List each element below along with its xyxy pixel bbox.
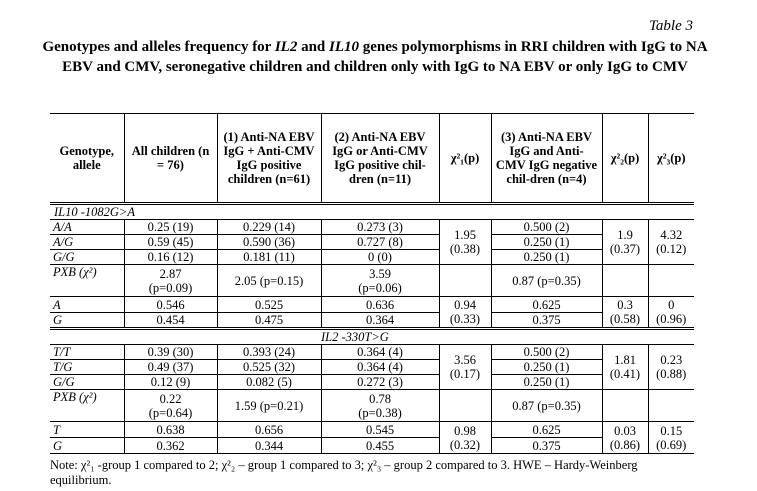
- genotype-group3: 0.250 (1): [491, 235, 602, 250]
- genotype-group2: 0.364 (4): [321, 360, 439, 375]
- genotype-group3: 0.250 (1): [491, 375, 602, 390]
- genotype-all: 0.49 (37): [124, 360, 217, 375]
- title-gene-il10: IL10: [329, 39, 360, 55]
- pxb-group3: 0.87 (p=0.35): [491, 390, 602, 422]
- section-label-il10: IL10 -1082G>A: [50, 204, 694, 220]
- genotype-name: A/G: [50, 235, 124, 250]
- genotype-group1: 0.229 (14): [217, 220, 321, 235]
- pxb-chi3-empty: [648, 390, 694, 422]
- pxb-chi1-empty: [439, 390, 491, 422]
- header-group-2: (2) Anti-NA EBV IgG or Anti-CMV IgG positive chil-dren (n=11): [321, 114, 439, 204]
- allele-name: A: [50, 297, 124, 313]
- genotype-group2: 0.364 (4): [321, 345, 439, 360]
- allele-group3: 0.375: [491, 438, 602, 454]
- genotype-name: T/G: [50, 360, 124, 375]
- table-number-label: Table 3: [648, 18, 693, 34]
- header-genotype: Genotype, allele: [50, 114, 124, 204]
- genotype-all: 0.12 (9): [124, 375, 217, 390]
- allele-group2: 0.545: [321, 422, 439, 438]
- allele-group2: 0.455: [321, 438, 439, 454]
- genotype-all: 0.39 (30): [124, 345, 217, 360]
- genotype-group2: 0 (0): [321, 250, 439, 265]
- genotype-group3: 0.500 (2): [491, 220, 602, 235]
- allele-group1: 0.656: [217, 422, 321, 438]
- genotype-group2: 0.273 (3): [321, 220, 439, 235]
- genotype-group3: 0.250 (1): [491, 360, 602, 375]
- pxb-chi1-empty: [439, 265, 491, 297]
- pxb-chi3-empty: [648, 265, 694, 297]
- pxb-group3: 0.87 (p=0.35): [491, 265, 602, 297]
- header-group-1: (1) Anti-NA EBV IgG + Anti-CMV IgG positive children (n=61): [217, 114, 321, 204]
- allele-all: 0.638: [124, 422, 217, 438]
- pxb-chi2-empty: [602, 390, 648, 422]
- allele-chi1: 0.94 (0.33): [439, 297, 491, 329]
- allele-name: T: [50, 422, 124, 438]
- pxb-group2: 0.78 (p=0.38): [321, 390, 439, 422]
- genotype-name: G/G: [50, 375, 124, 390]
- pxb-label: PXB (χ²): [50, 265, 124, 297]
- pxb-group2: 3.59 (p=0.06): [321, 265, 439, 297]
- genotype-name: T/T: [50, 345, 124, 360]
- pxb-group1: 2.05 (p=0.15): [217, 265, 321, 297]
- section-label-il2: IL2 -330T>G: [321, 329, 694, 345]
- pxb-chi2-empty: [602, 265, 648, 297]
- allele-name: G: [50, 438, 124, 454]
- genotype-chi1: 1.95 (0.38): [439, 220, 491, 265]
- genotype-chi3: 4.32 (0.12): [648, 220, 694, 265]
- genotype-group1: 0.525 (32): [217, 360, 321, 375]
- allele-group3: 0.625: [491, 422, 602, 438]
- header-chi1: χ²₁(p): [439, 114, 491, 204]
- allele-group1: 0.525: [217, 297, 321, 313]
- genotype-group2: 0.272 (3): [321, 375, 439, 390]
- genotype-all: 0.25 (19): [124, 220, 217, 235]
- pxb-label: PXB (χ²): [50, 390, 124, 422]
- genotype-all: 0.16 (12): [124, 250, 217, 265]
- allele-group1: 0.475: [217, 313, 321, 329]
- header-all-children: All children (n = 76): [124, 114, 217, 204]
- allele-all: 0.546: [124, 297, 217, 313]
- genotype-all: 0.59 (45): [124, 235, 217, 250]
- allele-all: 0.362: [124, 438, 217, 454]
- allele-chi3: 0 (0.96): [648, 297, 694, 329]
- pxb-group1: 1.59 (p=0.21): [217, 390, 321, 422]
- genotype-name: A/A: [50, 220, 124, 235]
- header-chi3: χ²₃(p): [648, 114, 694, 204]
- table-title: [30, 37, 720, 77]
- title-part-3: genes polymorphisms in RRI children with IgG to NA EBV and CMV, seronegative children and children only with IgG to NA EBV or only IgG to CMV: [62, 39, 708, 75]
- header-chi2: χ²₂(p): [602, 114, 648, 204]
- genotype-chi2: 1.81 (0.41): [602, 345, 648, 390]
- allele-all: 0.454: [124, 313, 217, 329]
- title-gene-il2: IL2: [274, 39, 298, 55]
- genotype-frequency-table: [50, 113, 694, 454]
- genotype-chi3: 0.23 (0.88): [648, 345, 694, 390]
- allele-group3: 0.625: [491, 297, 602, 313]
- title-part-1: Genotypes and alleles frequency for: [42, 39, 275, 55]
- genotype-group1: 0.590 (36): [217, 235, 321, 250]
- title-part-2: and: [297, 39, 330, 55]
- allele-chi1: 0.98 (0.32): [439, 422, 491, 454]
- allele-group2: 0.636: [321, 297, 439, 313]
- genotype-name: G/G: [50, 250, 124, 265]
- allele-chi2: 0.03 (0.86): [602, 422, 648, 454]
- allele-group3: 0.375: [491, 313, 602, 329]
- genotype-chi1: 3.56 (0.17): [439, 345, 491, 390]
- pxb-all: 0.22 (p=0.64): [124, 390, 217, 422]
- allele-group2: 0.364: [321, 313, 439, 329]
- genotype-group2: 0.727 (8): [321, 235, 439, 250]
- genotype-group1: 0.181 (11): [217, 250, 321, 265]
- genotype-group3: 0.250 (1): [491, 250, 602, 265]
- pxb-all: 2.87 (p=0.09): [124, 265, 217, 297]
- genotype-group1: 0.082 (5): [217, 375, 321, 390]
- allele-name: G: [50, 313, 124, 329]
- table-footnote: Note: χ²₁ -group 1 compared to 2; χ²₂ – group 1 compared to 3; χ²₃ – group 2 compared to 3. HWE – Hardy-Weinberg equilibrium.: [50, 458, 638, 487]
- section-row-spacer: [50, 329, 124, 345]
- allele-chi2: 0.3 (0.58): [602, 297, 648, 329]
- genotype-chi2: 1.9 (0.37): [602, 220, 648, 265]
- allele-chi3: 0.15 (0.69): [648, 422, 694, 454]
- allele-group1: 0.344: [217, 438, 321, 454]
- genotype-group1: 0.393 (24): [217, 345, 321, 360]
- genotype-group3: 0.500 (2): [491, 345, 602, 360]
- header-group-3: (3) Anti-NA EBV IgG and Anti-CMV IgG negative chil-dren (n=4): [491, 114, 602, 204]
